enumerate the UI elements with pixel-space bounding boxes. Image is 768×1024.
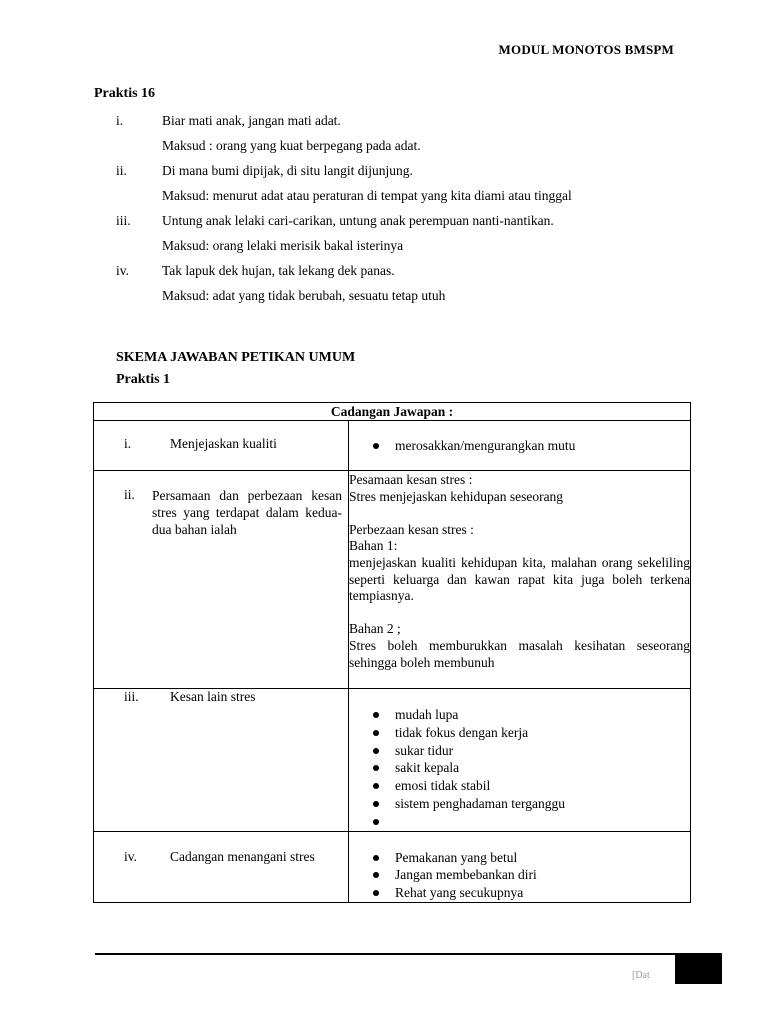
table-row	[94, 689, 691, 832]
proverb-item	[94, 108, 694, 158]
item-number: iv.	[116, 263, 129, 278]
proverb-text: Untung anak lelaki cari-carikan, untung anak perempuan nanti-nantikan.	[162, 213, 554, 228]
question-number: iv.	[124, 848, 137, 864]
table-header-row	[94, 403, 691, 421]
skema-title: SKEMA JAWABAN PETIKAN UMUM	[116, 350, 356, 365]
page-header-title: MODUL MONOTOS BMSPM	[498, 42, 674, 57]
table-row	[94, 471, 691, 689]
proverb-item	[94, 208, 694, 258]
question-cell	[94, 421, 349, 471]
bahan1-label: Bahan 1:	[349, 538, 398, 554]
bullet-icon	[373, 730, 379, 736]
bullet-icon	[373, 783, 379, 789]
list-item: merosakkan/mengurangkan mutu	[349, 437, 690, 455]
bullet-icon	[373, 819, 379, 825]
proverb-text: Biar mati anak, jangan mati adat.	[162, 113, 341, 128]
list-item	[349, 813, 690, 831]
list-item: Jangan membebankan diri	[349, 866, 690, 884]
bahan1-text: menjejaskan kualiti kehidupan kita, malahan orang sekeliling seperti keluarga dan kawan rapat kita juga boleh terkena tempiasnya.	[349, 554, 690, 604]
list-item: Pemakanan yang betul	[349, 849, 690, 867]
bullet-icon	[373, 443, 379, 449]
proverb-meaning: Maksud : orang yang kuat berpegang pada adat.	[162, 138, 421, 153]
praktis-16-heading: Praktis 16	[94, 86, 156, 101]
item-number: iii.	[116, 213, 131, 228]
question-cell	[94, 471, 349, 689]
answer-table	[93, 402, 691, 903]
list-item: emosi tidak stabil	[349, 777, 690, 795]
proverb-item	[94, 258, 694, 308]
footer-page-label: [Dat	[632, 970, 650, 981]
question-text: Cadangan menangani stres	[170, 848, 315, 864]
persamaan-text: Stres menjejaskan kehidupan seseorang	[349, 488, 564, 504]
answer-cell	[349, 421, 691, 471]
bahan2-label: Bahan 2 ;	[349, 621, 401, 637]
skema-section	[116, 350, 355, 388]
answer-cell	[349, 471, 691, 689]
list-item: sistem penghadaman terganggu	[349, 795, 690, 813]
bullet-icon	[373, 712, 379, 718]
bullet-icon	[373, 765, 379, 771]
question-number: ii.	[124, 487, 135, 502]
list-item: tidak fokus dengan kerja	[349, 724, 690, 742]
perbezaan-heading: Perbezaan kesan stres :	[349, 521, 474, 537]
item-number: i.	[116, 113, 124, 128]
persamaan-heading: Pesamaan kesan stres :	[349, 472, 473, 487]
question-text: Menjejaskan kualiti	[170, 436, 277, 451]
question-cell	[94, 689, 349, 832]
question-number: i.	[124, 436, 132, 451]
question-number: iii.	[124, 689, 139, 704]
answer-bullet-list	[349, 832, 690, 902]
list-item: sakit kepala	[349, 759, 690, 777]
item-number: ii.	[116, 163, 127, 178]
answer-cell	[349, 831, 691, 902]
skema-subtitle: Praktis 1	[116, 372, 171, 387]
answer-bullet-list	[349, 421, 690, 455]
proverb-item	[94, 158, 694, 208]
bullet-icon	[373, 872, 379, 878]
list-item: Rehat yang secukupnya	[349, 884, 690, 902]
bullet-icon	[373, 855, 379, 861]
question-text: Persamaan dan perbezaan kesan stres yang terdapat dalam kedua-dua bahan ialah	[152, 488, 342, 537]
bahan2-text: Stres boleh memburukkan masalah kesihatan seseorang sehingga boleh membunuh	[349, 637, 690, 670]
praktis-16-section	[94, 86, 694, 308]
question-text: Kesan lain stres	[170, 689, 256, 704]
list-item: sukar tidur	[349, 742, 690, 760]
question-cell	[94, 831, 349, 902]
answer-bullet-list	[349, 689, 690, 831]
table-row	[94, 831, 691, 902]
bullet-icon	[373, 890, 379, 896]
proverb-meaning: Maksud: adat yang tidak berubah, sesuatu tetap utuh	[162, 288, 446, 303]
proverb-meaning: Maksud: menurut adat atau peraturan di tempat yang kita diami atau tinggal	[162, 188, 572, 203]
bullet-icon	[373, 801, 379, 807]
answer-cell	[349, 689, 691, 832]
answer-detail	[349, 471, 690, 671]
footer-divider	[95, 953, 675, 955]
proverb-text: Tak lapuk dek hujan, tak lekang dek panas.	[162, 263, 395, 278]
proverb-meaning: Maksud: orang lelaki merisik bakal isterinya	[162, 238, 404, 253]
list-item: mudah lupa	[349, 706, 690, 724]
bullet-icon	[373, 748, 379, 754]
table-row	[94, 421, 691, 471]
proverb-text: Di mana bumi dipijak, di situ langit dijunjung.	[162, 163, 413, 178]
footer-page-box	[675, 953, 722, 984]
table-header: Cadangan Jawapan :	[94, 403, 691, 421]
